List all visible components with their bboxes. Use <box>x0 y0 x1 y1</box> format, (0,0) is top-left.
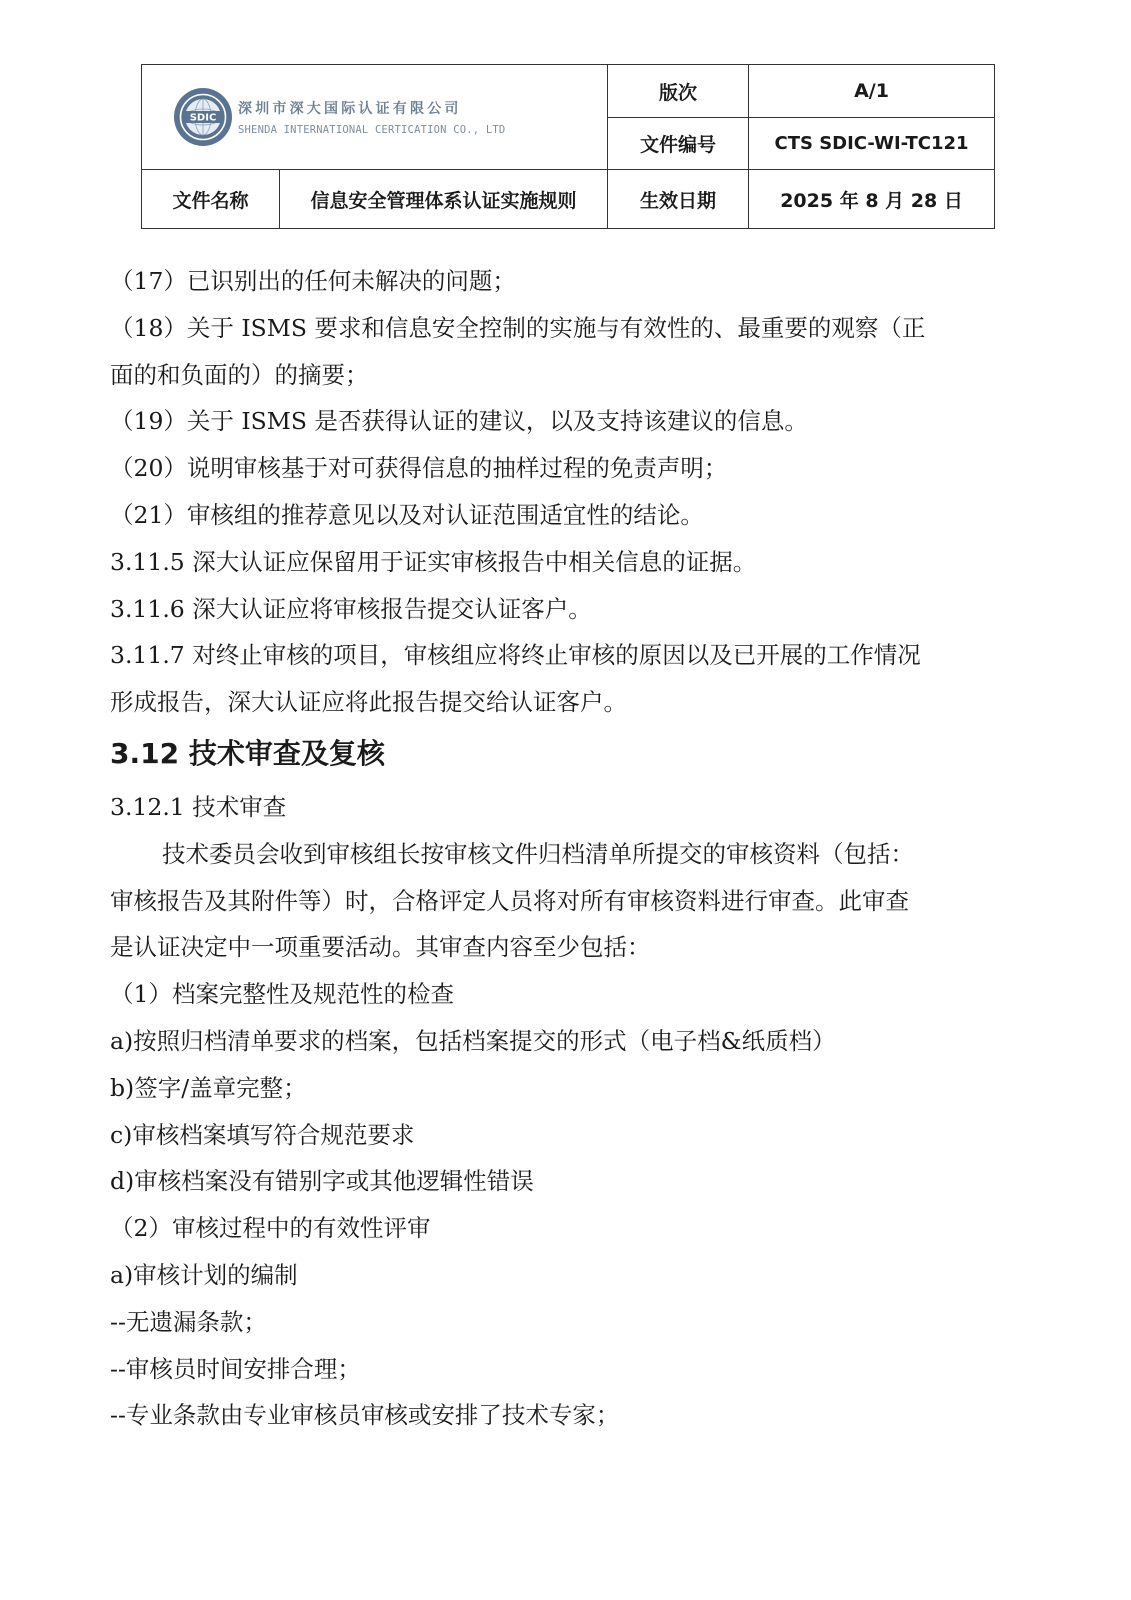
version-value: A/1 <box>749 65 995 118</box>
svg-text:SDIC: SDIC <box>189 112 217 124</box>
list-item: （18）关于 ISMS 要求和信息安全控制的实施与有效性的、最重要的观察（正 <box>110 313 926 342</box>
section-heading-3-12: 3.12 技术审查及复核 <box>110 736 385 770</box>
clause-3-11-6: 3.11.6 深大认证应将审核报告提交认证客户。 <box>110 594 592 623</box>
effective-date-value: 2025 年 8 月 28 日 <box>749 170 995 229</box>
clause-3-11-5: 3.11.5 深大认证应保留用于证实审核报告中相关信息的证据。 <box>110 547 757 576</box>
sub-list-item: d)审核档案没有错别字或其他逻辑性错误 <box>110 1167 534 1196</box>
list-item-continued: 面的和负面的）的摘要； <box>110 360 369 389</box>
doc-no-label: 文件编号 <box>608 118 749 170</box>
document-body <box>110 258 1022 1439</box>
doc-name-label: 文件名称 <box>142 170 280 229</box>
company-logo-icon <box>172 86 234 148</box>
doc-name-value: 信息安全管理体系认证实施规则 <box>280 170 608 229</box>
list-item: （17）已识别出的任何未解决的问题； <box>110 267 516 295</box>
dash-item: --专业条款由专业审核员审核或安排了技术专家； <box>110 1401 620 1430</box>
list-item: （1）档案完整性及规范性的检查 <box>110 980 454 1009</box>
sub-list-item: c)审核档案填写符合规范要求 <box>110 1120 415 1149</box>
clause-3-11-7-continued: 形成报告，深大认证应将此报告提交给认证客户。 <box>110 688 627 717</box>
sub-list-item: a)按照归档清单要求的档案，包括档案提交的形式（电子档&纸质档） <box>110 1026 836 1055</box>
paragraph-line: 是认证决定中一项重要活动。其审查内容至少包括： <box>110 933 651 962</box>
company-logo-cell <box>142 65 608 170</box>
company-name-en: SHENDA INTERNATIONAL CERTICATION CO., LTD <box>238 124 506 136</box>
paragraph-line: 技术委员会收到审核组长按审核文件归档清单所提交的审核资料（包括： <box>162 839 914 868</box>
dash-item: --无遗漏条款； <box>110 1307 267 1336</box>
list-item: （19）关于 ISMS 是否获得认证的建议，以及支持该建议的信息。 <box>110 407 808 436</box>
list-item: （20）说明审核基于对可获得信息的抽样过程的免责声明； <box>110 454 728 483</box>
dash-item: --审核员时间安排合理； <box>110 1354 361 1383</box>
list-item: （21）审核组的推荐意见以及对认证范围适宜性的结论。 <box>110 500 704 529</box>
document-header-table <box>141 64 995 229</box>
paragraph-line: 审核报告及其附件等）时，合格评定人员将对所有审核资料进行审查。此审查 <box>110 886 909 915</box>
clause-3-11-7: 3.11.7 对终止审核的项目，审核组应将终止审核的原因以及已开展的工作情况 <box>110 641 921 670</box>
company-name-cn: 深圳市深大国际认证有限公司 <box>238 101 462 117</box>
subsection-heading-3-12-1: 3.12.1 技术审查 <box>110 792 287 821</box>
doc-no-value: CTS SDIC-WI-TC121 <box>749 118 995 170</box>
version-label: 版次 <box>608 65 749 118</box>
effective-date-label: 生效日期 <box>608 170 749 229</box>
sub-list-item: b)签字/盖章完整； <box>110 1073 307 1102</box>
list-item: （2）审核过程中的有效性评审 <box>110 1214 431 1243</box>
sub-list-item: a)审核计划的编制 <box>110 1260 298 1289</box>
